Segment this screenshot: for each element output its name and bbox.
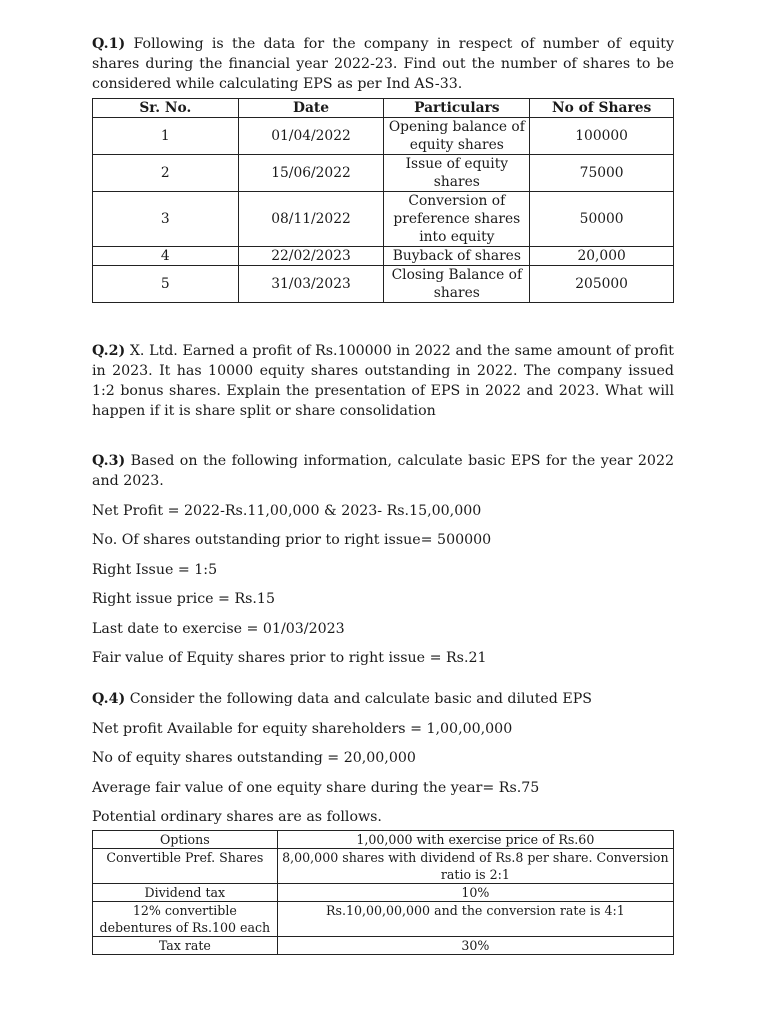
info-line: Fair value of Equity shares prior to right issue = Rs.21	[92, 649, 487, 666]
question-2	[92, 341, 674, 421]
table-cell: Issue of equity shares	[384, 155, 530, 192]
table-cell: 08/11/2022	[238, 192, 384, 247]
question-label: Q.4)	[92, 691, 126, 708]
info-line: Net Profit = 2022-Rs.11,00,000 & 2023- Rs.15,00,000	[92, 503, 482, 519]
table-cell: Options	[93, 830, 278, 848]
table-row	[93, 883, 674, 901]
table-row	[93, 192, 674, 247]
info-line: No. Of shares outstanding prior to right issue= 500000	[92, 532, 492, 549]
potential-shares-table	[92, 830, 674, 955]
info-line: Potential ordinary shares are as follows.	[92, 808, 382, 825]
question-label: Q.3)	[92, 453, 126, 469]
table-cell: Rs.10,00,00,000 and the conversion rate is 4:1	[277, 901, 673, 936]
question-label: Q.2)	[92, 343, 126, 359]
table-row	[93, 266, 674, 303]
table-cell: 1,00,000 with exercise price of Rs.60	[277, 830, 673, 848]
table-row	[93, 118, 674, 155]
table-row	[93, 155, 674, 192]
table-cell: Closing Balance of shares	[384, 266, 530, 303]
table-cell: Dividend tax	[93, 883, 278, 901]
table-row	[93, 247, 674, 266]
question-label: Q.1)	[92, 36, 126, 52]
info-line: Last date to exercise = 01/03/2023	[92, 620, 345, 637]
table-cell: 30%	[277, 936, 673, 954]
table-cell: 15/06/2022	[238, 155, 384, 192]
table-header-row	[93, 99, 674, 118]
table-cell: 50000	[530, 192, 674, 247]
table-row	[93, 830, 674, 848]
table-cell: 8,00,000 shares with dividend of Rs.8 per share. Conversion ratio is 2:1	[277, 848, 673, 883]
table-cell: 5	[93, 266, 239, 303]
question-text: Consider the following data and calculate basic and diluted EPS	[125, 691, 593, 708]
table-cell: 22/02/2023	[238, 247, 384, 266]
info-line: Right issue price = Rs.15	[92, 591, 275, 608]
table-cell: Convertible Pref. Shares	[93, 848, 278, 883]
table-cell: 75000	[530, 155, 674, 192]
table-row	[93, 901, 674, 936]
question-text: X. Ltd. Earned a profit of Rs.100000 in 2022 and the same amount of profit in 2023. It has 10000 equity shares outstanding in 2022. The company issued 1:2 bonus shares. Explain the presentation of EPS in 2022 and 2023. What will happen if it is share split or share consolidation	[92, 343, 674, 419]
question-text: Following is the data for the company in respect of number of equity shares during the financial year 2022-23. Find out the number of shares to be considered while calculating EPS as per Ind AS-33.	[92, 36, 674, 92]
table-cell: 3	[93, 192, 239, 247]
table-header-cell: Date	[238, 99, 384, 118]
table-header-cell: No of Shares	[530, 99, 674, 118]
table-cell: 20,000	[530, 247, 674, 266]
table-cell: 100000	[530, 118, 674, 155]
table-row	[93, 936, 674, 954]
table-cell: 12% convertible debentures of Rs.100 each	[93, 901, 278, 936]
question-1	[92, 34, 674, 94]
table-cell: 2	[93, 155, 239, 192]
table-cell: Buyback of shares	[384, 247, 530, 266]
table-cell: 01/04/2022	[238, 118, 384, 155]
info-line: Right Issue = 1:5	[92, 561, 218, 578]
document-page	[92, 34, 674, 955]
info-line: Net profit Available for equity shareholders = 1,00,00,000	[92, 720, 513, 737]
table-cell: Conversion of preference shares into equity	[384, 192, 530, 247]
question-text: Based on the following information, calculate basic EPS for the year 2022 and 2023.	[92, 453, 674, 489]
info-line: No of equity shares outstanding = 20,00,000	[92, 750, 416, 767]
table-cell: 4	[93, 247, 239, 266]
table-row	[93, 848, 674, 883]
table-header-cell: Sr. No.	[93, 99, 239, 118]
table-cell: Tax rate	[93, 936, 278, 954]
table-cell: 205000	[530, 266, 674, 303]
shares-table	[92, 98, 674, 303]
question-3	[92, 451, 674, 491]
table-header-cell: Particulars	[384, 99, 530, 118]
info-line: Average fair value of one equity share during the year= Rs.75	[92, 779, 540, 796]
table-cell: 31/03/2023	[238, 266, 384, 303]
question-4	[92, 689, 674, 718]
table-cell: 10%	[277, 883, 673, 901]
table-cell: Opening balance of equity shares	[384, 118, 530, 155]
table-cell: 1	[93, 118, 239, 155]
